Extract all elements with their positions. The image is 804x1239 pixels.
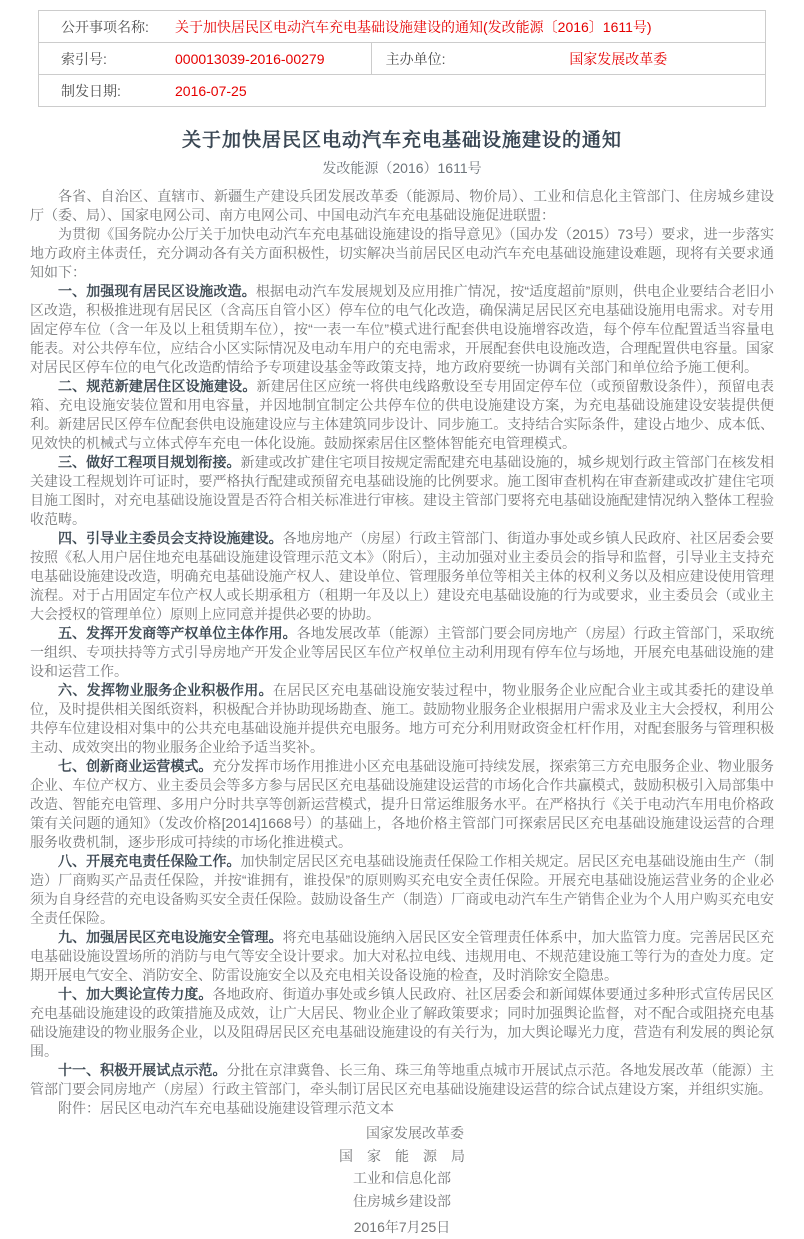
section-paragraph: [30, 681, 774, 757]
section-body: 将充电基础设施纳入居民区安全管理责任体系中，加大监管力度。完善居民区充电基础设施设置场所的消防与电气等安全设计要求。加大对私拉电线、违规用电、不规范建设施工等行为的查处力度。定期开展电气安全、消防安全、防雷设施安全以及充电相关设备设施的检查，及时消除安全隐患。: [30, 929, 774, 983]
section-body: 加快制定居民区充电基础设施责任保险工作相关规定。居民区充电基础设施由生产（制造）厂商购买产品责任保险，并按“谁拥有，谁投保”的原则购买充电安全责任保险。开展充电基础设施运营业务的企业必须为自身经营的充电设备购买安全责任保险。鼓励设备生产（制造）厂商或电动汽车生产销售企业为个人用户购买充电安全责任保险。: [30, 853, 775, 926]
section-heading: 一、加强现有居民区设施改造。: [58, 283, 256, 299]
recipients-paragraph: 各省、自治区、直辖市、新疆生产建设兵团发展改革委（能源局、物价局）、工业和信息化主管部门、住房城乡建设厅（委、局）、国家电网公司、南方电网公司、中国电动汽车充电基础设施促进联盟：: [30, 188, 774, 223]
section-heading: 十一、积极开展试点示范。: [58, 1062, 227, 1078]
section-body: 充分发挥市场作用推进小区充电基础设施可持续发展，探索第三方充电服务企业、物业服务企业、车位产权方、业主委员会等多方参与居民区充电基础设施建设运营的市场化合作共赢模式，鼓励积极引入局部集中改造、智能充电管理、多用户分时共享等创新运营模式，提升日常运维服务水平。在严格执行《关于电动汽车用电价格政策有关问题的通知》（发改价格[2014]1668号）的基础上，各地价格主管部门可探索居民区充电基础设施建设运营的合理服务收费机制，逐步形成可持续的市场化推进模式。: [30, 758, 775, 850]
section-paragraph: [30, 282, 774, 377]
section-heading: 三、做好工程项目规划衔接。: [58, 454, 241, 470]
meta-table: [38, 10, 766, 107]
meta-label-item-name: 公开事项名称:: [39, 11, 175, 43]
meta-row-title: [39, 11, 766, 43]
section-body: 各地房地产（房屋）行政主管部门、街道办事处或乡镇人民政府、社区居委会要按照《私人用户居住地充电基础设施建设管理示范文本》（附后），主动加强对业主委员会的指导和监督，引导业主支持充电基础设施建设改造，明确充电基础设施产权人、建设单位、管理服务单位等相关主体的权利义务以及相应建设使用管理流程。对于占用固定车位产权人或长期承租方（租期一年及以上）建设充电基础设施的行为或要求，业主委员会（或业主大会授权的管理单位）原则上应同意并提供必要的协助。: [30, 530, 774, 622]
signature-date: 2016年7月25日: [353, 1219, 451, 1235]
attachment-line: 附件：居民区电动汽车充电基础设施建设管理示范文本: [58, 1100, 394, 1116]
signature-line: 住房城乡建设部: [353, 1192, 451, 1209]
section-body: 新建居住区应统一将供电线路敷设至专用固定停车位（或预留敷设条件），预留电表箱、充电设施安装位置和用电容量，并因地制宜制定公共停车位的供电设施建设方案，为充电基础设施建设安装提供便利。新建居民区停车位配套供电设施建设应与主体建筑同步设计、同步施工。支持结合实际条件，建设占地少、成本低、见效快的机械式与立体式停车充电一体化设施。鼓励探索居住区整体智能充电管理模式。: [30, 378, 775, 451]
document-page: [0, 10, 804, 1235]
document-number: 发改能源（2016）1611号: [322, 160, 482, 176]
signature-line: 国家发展改革委: [366, 1125, 464, 1141]
section-paragraph: [30, 1061, 774, 1099]
section-heading: 八、开展充电责任保险工作。: [58, 853, 241, 869]
section-heading: 二、规范新建居住区设施建设。: [58, 378, 257, 394]
signature-block: [0, 1122, 804, 1212]
meta-value-item-name: 关于加快居民区电动汽车充电基础设施建设的通知(发改能源〔2016〕1611号): [174, 11, 766, 43]
sections: [30, 282, 774, 1099]
section-paragraph: [30, 529, 774, 624]
section-body: 分批在京津冀鲁、长三角、珠三角等地重点城市开展试点示范。各地发展改革（能源）主管部门要会同房地产（房屋）行政主管部门，牵头制订居民区充电基础设施建设运营的综合试点建设方案，并组织实施。: [30, 1062, 775, 1097]
meta-value-issue-date: 2016-07-25: [175, 82, 247, 99]
signature-line: 国 家 能 源 局: [339, 1147, 465, 1164]
meta-value-index-number: 000013039-2016-00279: [174, 43, 371, 75]
section-paragraph: [30, 624, 774, 681]
meta-value-host-unit: 国家发展改革委: [568, 43, 765, 75]
section-body: 新建或改扩建住宅项目按规定需配建充电基础设施的，城乡规划行政主管部门在核发相关建设工程规划许可证时，要严格执行配建或预留充电基础设施的比例要求。施工图审查机构在审查新建或改扩建住宅项目施工图时，对充电基础设施设置是否符合相关标准进行审核。建设主管部门要将充电基础设施配建情况纳入整体工程验收范畴。: [30, 454, 775, 527]
section-paragraph: [30, 985, 774, 1061]
section-heading: 五、发挥开发商等产权单位主体作用。: [58, 625, 297, 641]
section-heading: 九、加强居民区充电设施安全管理。: [58, 929, 283, 945]
meta-row-date: [39, 75, 766, 107]
section-paragraph: [30, 928, 774, 985]
section-paragraph: [30, 377, 774, 453]
section-paragraph: [30, 757, 774, 852]
section-body: 各地发展改革（能源）主管部门要会同房地产（房屋）行政主管部门，采取统一组织、专项扶持等方式引导房地产开发企业等居民区车位产权单位主动利用现有停车位与场地，开展充电基础设施的建设和运营工作。: [30, 625, 775, 679]
meta-row-index: [39, 43, 766, 75]
meta-label-issue-date: 制发日期:: [61, 82, 121, 99]
document-body: [30, 187, 774, 1118]
section-body: 在居民区充电基础设施安装过程中，物业服务企业应配合业主或其委托的建设单位，及时提供相关图纸资料，积极配合并协助现场勘查、施工。鼓励物业服务企业根据用户需求及业主大会授权，利用公共停车位建设相对集中的公共充电基础设施并提供充电服务。地方可充分利用财政资金杠杆作用，对配套服务与管理积极主动、成效突出的物业服务企业给予适当奖补。: [30, 682, 775, 755]
section-body: 根据电动汽车发展规划及应用推广情况，按“适度超前”原则，供电企业要结合老旧小区改造，积极推进现有居民区（含高压自管小区）停车位的电气化改造，确保满足居民区充电基础设施用电需求。对专用固定停车位（含一年及以上租赁期车位），按“一表一车位”模式进行配套供电设施增容改造，每个停车位配置适当容量电能表。对公共停车位，应结合小区实际情况及电动车用户的充电需求，开展配套供电设施改造，合理配置供电容量。国家对居民区停车位的电气化改造酌情给予专项建设基金等政策支持，地方政府要统一协调有关部门和单位给予施工便利。: [30, 283, 775, 375]
intro-paragraph: 为贯彻《国务院办公厅关于加快电动汽车充电基础设施建设的指导意见》（国办发（2015）73号）要求，进一步落实地方政府主体责任，充分调动各有关方面积极性，切实解决当前居民区电动汽车充电基础设施建设难题，现将有关要求通知如下：: [30, 226, 774, 280]
page-title: 关于加快居民区电动汽车充电基础设施建设的通知: [181, 130, 622, 151]
section-heading: 七、创新商业运营模式。: [58, 758, 213, 774]
signature-line: 工业和信息化部: [353, 1170, 451, 1186]
signature-date-block: [0, 1216, 804, 1239]
section-heading: 四、引导业主委员会支持设施建设。: [58, 530, 283, 546]
section-paragraph: [30, 453, 774, 529]
meta-label-host-unit: 主办单位:: [371, 43, 568, 75]
section-heading: 六、发挥物业服务企业积极作用。: [58, 682, 273, 698]
section-body: 各地政府、街道办事处或乡镇人民政府、社区居委会和新闻媒体要通过多种形式宣传居民区充电基础设施建设的政策措施及成效，让广大居民、物业企业了解政策要求；同时加强舆论监督，对不配合或阻挠充电基础设施建设的物业服务企业，以及阻碍居民区充电基础设施建设的有关行为，加大舆论曝光力度，营造有利发展的舆论氛围。: [30, 986, 775, 1059]
meta-label-index-number: 索引号:: [39, 43, 175, 75]
section-paragraph: [30, 852, 774, 928]
section-heading: 十、加大舆论宣传力度。: [58, 986, 213, 1002]
